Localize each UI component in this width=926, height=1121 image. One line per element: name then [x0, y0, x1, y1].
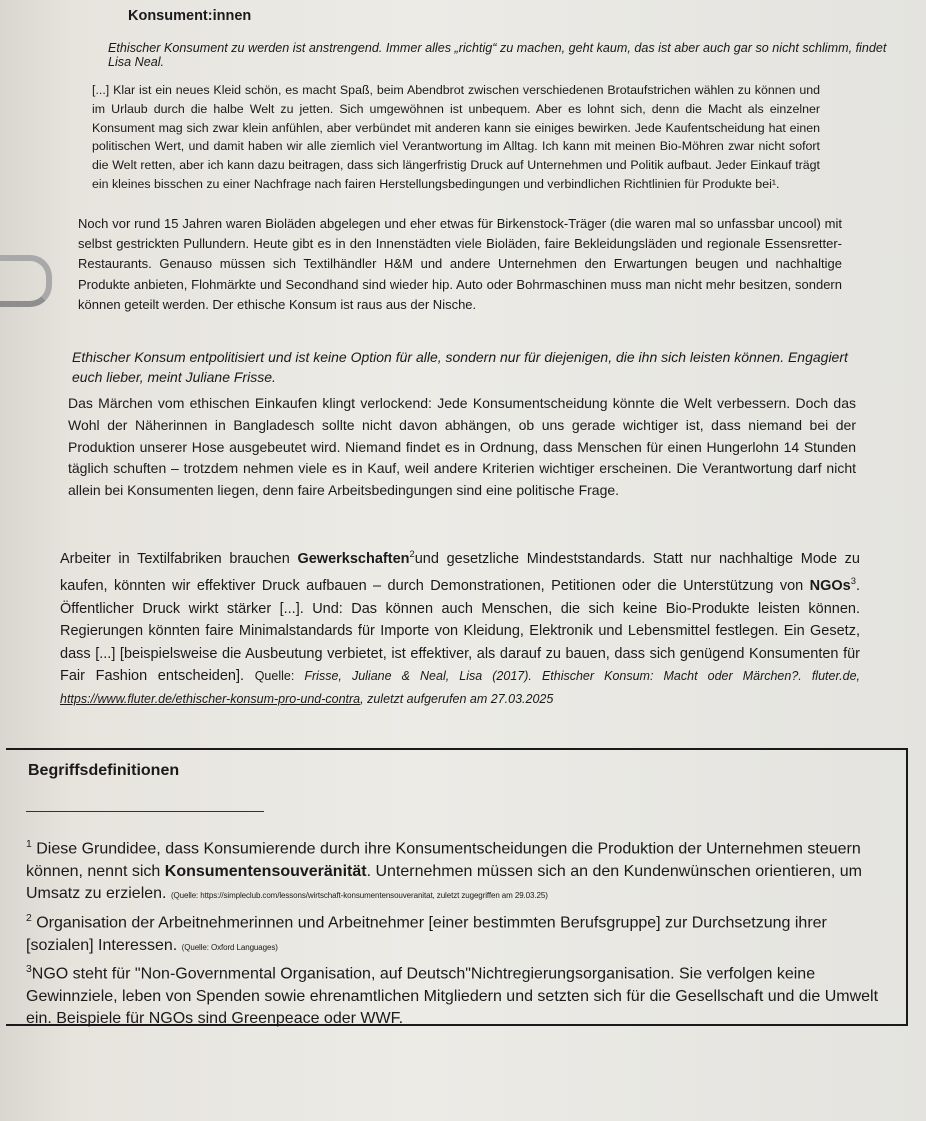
source-link[interactable]: https://www.fluter.de/ethischer-konsum-pro-und-contra: [60, 691, 361, 706]
divider: [26, 811, 264, 812]
footnote-ref-2: 2: [409, 548, 415, 559]
footnote-ref-3: 3: [850, 575, 856, 587]
p4-text-1: Arbeiter in Textilfabriken brauchen: [60, 550, 298, 567]
glossary-box: [6, 748, 908, 1026]
glossary-title: Begriffsdefinitionen: [28, 762, 180, 779]
definition-3: [26, 959, 896, 1031]
definition-1-text: Diese Grundidee, dass Konsumierende durch ihre Konsumentscheidungen die Produktion der Unternehmen steuern können, nennt sich: [26, 840, 861, 880]
term-gewerkschaften: Gewerkschaften: [297, 550, 410, 567]
paragraph-3: Das Märchen vom ethischen Einkaufen klingt verlockend: Jede Konsumentscheidung könnte die Welt verbessern. Doch das Wohl der Näherinnen in Bangladesch sollte nicht davon abhängen, ob uns gerade wichtiger ist, dass niemand bei der Produktion unserer Hose ausgebeutet wird. Niemand findet es in Ordnung, dass Menschen für einen Hungerlohn 14 Stunden täglich schuften – trotzdem nehmen viele es in Kauf, weil andere Kriterien wichtiger erscheinen. Die Verantwortung darf nicht allein bei Konsumenten liegen, denn faire Arbeitsbedingungen sind eine politische Frage.: [68, 395, 856, 499]
footnote-number-1: 1: [26, 839, 32, 850]
definition-2-text: Organisation der Arbeitnehmerinnen und Arbeitnehmer [einer bestimmten Berufsgruppe] zur Durchsetzung ihrer [sozialen] Interessen.: [26, 914, 827, 954]
definition-1-text-2: . Unternehmen müssen sich an den Kundenwünschen orientieren, um Umsatz zu erzielen.: [26, 862, 862, 903]
paragraph-4: [60, 543, 860, 710]
definitions-list: [26, 834, 896, 1031]
source-date: , zuletzt aufgerufen am 27.03.2025: [360, 691, 554, 706]
source-label: Quelle:: [254, 669, 305, 684]
contra-heading: Ethischer Konsum entpolitisiert und ist keine Option für alle, sondern nur für diejenigen, die ihn sich leisten können. Engagiert euch lieber, meint Juliane Frisse.: [72, 349, 848, 385]
definition-3-text: NGO steht für "Non-Governmental Organisation, auf Deutsch"Nichtregierungsorganisation. Sie verfolgen keine Gewinnziele, leben von Spenden sowie ehrenamtlichen Mitgliedern und setzten sich für die Gesellschaft und die Umwelt ein. Beispiele für NGOs sind Greenpeace oder WWF.: [26, 965, 879, 1028]
binder-ring: [0, 255, 52, 307]
paragraph-2: Noch vor rund 15 Jahren waren Bioläden abgelegen und eher etwas für Birkenstock-Träger (die waren mal so unfassbar uncool) mit selbst gestrickten Pullundern. Heute gibt es in den Innenstädten viele Bioläden, faire Bekleidungsläden und regionale Essensretter-Restaurants. Genauso müssen sich Textilhändler H&M und andere Unternehmen den Erwartungen beugen und nachhaltige Produkte anbieten, Flohmärkte und Secondhand sind wieder hip. Auto oder Bohrmaschinen muss man nicht mehr besitzen, sondern können geteilt werden. Der ethische Konsum ist raus aus der Nische.: [78, 216, 842, 312]
paragraph-1: [...] Klar ist ein neues Kleid schön, es macht Spaß, beim Abendbrot zwischen verschiedenen Brotaufstrichen wählen zu können und im Urlaub durch die halbe Welt zu jetten. Sich umgewöhnen ist unbequem. Aber es lohnt sich, denn die Macht als einzelner Konsument mag sich zwar klein anfühlen, aber verbündet mit anderen kann sie einiges bewirken. Jede Kaufentscheidung hat einen politischen Wert, und damit haben wir alle ziemlich viel Verantwortung im Alltag. Ich kann mit meinen Bio-Möhren zwar nicht sofort die Welt retten, aber ich kann dazu beitragen, dass sich längerfristig Druck auf Unternehmen und Politik aufbaut. Jeder Einkauf trägt ein kleines bisschen zu einer Nachfrage nach fairen Herstellungsbedingungen und verbindlichen Richtlinien für Produkte bei¹.: [92, 83, 820, 191]
definition-2: [26, 908, 896, 959]
p4-text-3: . Öffentlicher Druck wirkt stärker [...]. Und: Das können auch Menschen, die sich keine Bio-Produkte leisten können. Regierungen könnten faire Minimalstandards für Importe von Kleidung, Elektronik und Lebensmittel festlegen. Ein Gesetz, dass [...] [beispielsweise die Ausbeutung verbietet, ist effektiver, als darauf zu bauen, dass sich genügend Konsumenten für Fair Fashion entscheiden].: [60, 578, 860, 685]
footnote-number-3: 3: [26, 964, 32, 976]
definition-1: [26, 834, 896, 908]
page-title: Konsument:innen: [128, 8, 252, 24]
term-ngos: NGOs: [809, 578, 851, 595]
footnote-number-2: 2: [26, 912, 32, 924]
intro-text: Ethischer Konsument zu werden ist anstrengend. Immer alles „richtig“ zu machen, geht kaum, das ist aber auch gar so nicht schlimm, findet Lisa Neal.: [108, 41, 887, 69]
p4-text-2: und gesetzliche Mindeststandards. Statt nur nachhaltige Mode zu kaufen, könnten wir effektiver Druck aufbauen – durch Demonstrationen, Petitionen oder die Unterstützung von: [60, 550, 860, 595]
source-reference: Frisse, Juliane & Neal, Lisa (2017). Ethischer Konsum: Macht oder Märchen?. fluter.de,: [304, 669, 860, 684]
term-konsumentensouveraenitaet: Konsumentensouveränität: [164, 862, 367, 880]
definition-1-source: (Quelle: https://simpleclub.com/lessons/wirtschaft-konsumentensouveranitat, zuletzt zugegriffen am 29.03.25): [170, 891, 548, 901]
definition-2-source: (Quelle: Oxford Languages): [181, 942, 278, 952]
